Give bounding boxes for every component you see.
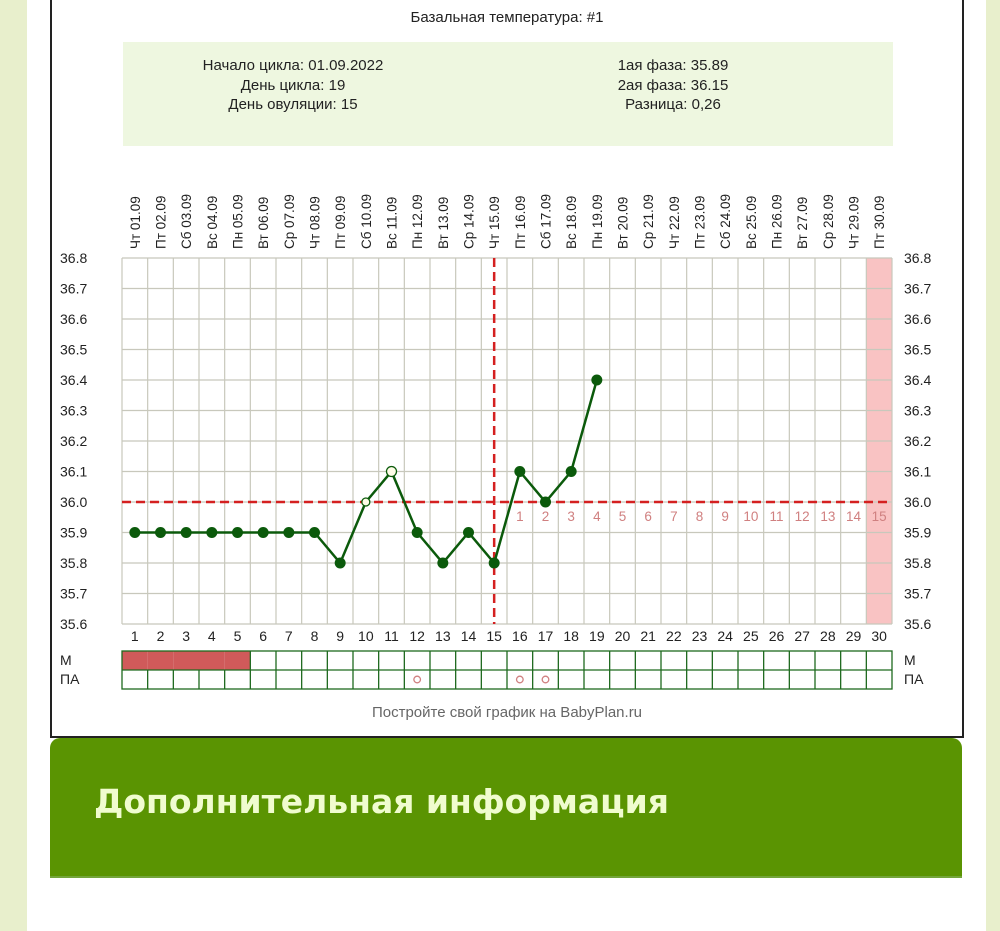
y-tick-right: 35.7 (904, 585, 932, 602)
y-tick-left: 36.4 (60, 372, 88, 388)
date-label: Пт 02.09 (153, 195, 169, 249)
date-label: Пт 09.09 (333, 195, 349, 249)
intercourse-marker (517, 676, 524, 683)
day-number: 27 (794, 628, 810, 644)
y-tick-right: 35.6 (904, 616, 932, 632)
date-label: Чт 08.09 (307, 196, 323, 249)
date-label: Сб 03.09 (179, 193, 195, 249)
y-tick-left: 36.7 (60, 280, 88, 297)
date-label: Вт 20.09 (615, 196, 631, 249)
day-number: 1 (130, 628, 139, 644)
ovulation-day: День овуляции: 15 (228, 96, 358, 113)
date-label: Вс 18.09 (564, 195, 580, 249)
day-number: 26 (768, 628, 785, 644)
y-tick-right: 36.2 (904, 433, 932, 449)
post-ovulation-day: 11 (769, 509, 784, 524)
post-ovulation-day: 13 (820, 509, 836, 524)
date-label: Сб 10.09 (358, 193, 374, 249)
m-row-label-left: М (60, 652, 72, 668)
menstruation-cell (173, 651, 199, 670)
date-label: Чт 15.09 (487, 196, 503, 249)
y-tick-left: 36.6 (60, 311, 88, 327)
y-tick-right: 36.6 (904, 311, 932, 327)
day-number: 29 (845, 628, 862, 644)
post-ovulation-day: 6 (644, 509, 652, 524)
pa-row-label-left: ПА (60, 671, 80, 687)
temperature-point[interactable] (412, 527, 423, 538)
day-number: 5 (233, 628, 242, 644)
y-tick-right: 36.4 (904, 372, 932, 388)
temperature-point[interactable] (181, 527, 192, 538)
temperature-point[interactable] (129, 527, 140, 538)
day-number: 30 (871, 628, 887, 644)
day-number: 11 (384, 628, 399, 644)
day-number: 24 (717, 628, 733, 644)
day-number: 25 (743, 628, 759, 644)
date-label: Ср 14.09 (461, 194, 477, 249)
menstruation-cell (199, 651, 225, 670)
date-label: Вс 04.09 (204, 195, 220, 249)
date-label: Вт 06.09 (256, 196, 272, 249)
date-label: Вт 27.09 (795, 196, 811, 249)
temperature-point[interactable] (566, 466, 577, 477)
y-tick-left: 36.1 (60, 463, 88, 480)
day-number: 17 (537, 628, 554, 644)
date-label: Сб 17.09 (538, 193, 554, 249)
intercourse-marker (542, 676, 549, 683)
date-label: Пт 23.09 (692, 195, 708, 249)
post-ovulation-day: 14 (845, 509, 862, 524)
y-tick-right: 36.3 (904, 402, 932, 419)
date-label: Чт 22.09 (666, 196, 682, 249)
day-number: 2 (156, 628, 165, 644)
y-tick-right: 35.9 (904, 524, 932, 541)
y-tick-right: 36.8 (904, 250, 932, 266)
temperature-point[interactable] (206, 527, 217, 538)
menstruation-cell (148, 651, 174, 670)
day-number: 22 (666, 628, 682, 644)
temperature-chart (52, 0, 962, 700)
temperature-point[interactable] (335, 558, 346, 569)
post-ovulation-day: 15 (871, 509, 887, 524)
temperature-point[interactable] (155, 527, 166, 538)
day-number: 20 (614, 628, 631, 644)
page-background-right (986, 0, 1000, 931)
footer-link[interactable]: Постройте свой график на BabyPlan.ru (371, 704, 643, 721)
temperature-point[interactable] (540, 497, 551, 508)
day-number: 6 (259, 628, 268, 644)
temperature-point[interactable] (283, 527, 294, 538)
day-number: 14 (460, 628, 477, 644)
pa-row-label-right: ПА (904, 671, 924, 687)
post-ovulation-day: 1 (516, 509, 524, 524)
date-label: Чт 29.09 (846, 196, 862, 249)
y-tick-left: 35.9 (60, 524, 88, 541)
date-label: Чт 01.09 (127, 196, 143, 249)
phase2-average: 2ая фаза: 36.15 (617, 76, 729, 94)
date-label: Пн 12.09 (410, 194, 426, 249)
temperature-point-excluded[interactable] (362, 498, 370, 506)
post-ovulation-day: 8 (695, 509, 704, 524)
date-label: Ср 28.09 (820, 194, 836, 249)
y-tick-left: 35.7 (60, 585, 88, 602)
temperature-point[interactable] (463, 527, 474, 538)
phase1-average: 1ая фаза: 35.89 (617, 57, 729, 74)
day-number: 23 (691, 628, 708, 644)
y-tick-right: 36.7 (904, 280, 932, 297)
y-tick-left: 36.3 (60, 402, 88, 419)
date-label: Сб 24.09 (718, 193, 734, 249)
day-number: 28 (820, 628, 836, 644)
date-label: Пн 19.09 (589, 194, 605, 249)
y-tick-left: 36.8 (60, 250, 88, 266)
y-tick-left: 36.2 (60, 433, 88, 449)
y-tick-right: 36.0 (904, 494, 932, 510)
y-tick-left: 36.5 (60, 341, 88, 358)
y-tick-right: 35.8 (904, 555, 932, 571)
menstruation-cell (225, 651, 251, 670)
post-ovulation-day: 5 (618, 509, 627, 524)
cycle-start: Начало цикла: 01.09.2022 (202, 57, 384, 74)
additional-info-banner (50, 738, 962, 878)
day-number: 8 (310, 628, 319, 644)
day-number: 4 (207, 628, 216, 644)
day-number: 19 (589, 628, 605, 644)
menstruation-cell (122, 651, 148, 670)
cycle-day: День цикла: 19 (240, 76, 346, 94)
day-number: 7 (284, 628, 293, 644)
date-label: Пт 30.09 (872, 195, 888, 249)
date-label: Вс 11.09 (384, 196, 400, 249)
temperature-point[interactable] (489, 558, 500, 569)
post-ovulation-day: 12 (794, 509, 810, 524)
temperature-point[interactable] (258, 527, 269, 538)
y-tick-left: 36.0 (60, 494, 88, 510)
temperature-point[interactable] (514, 466, 525, 477)
temperature-point[interactable] (591, 375, 602, 386)
bbt-chart-panel (50, 0, 964, 738)
day-number: 21 (640, 628, 656, 644)
intercourse-marker (414, 676, 421, 683)
day-number: 16 (512, 628, 528, 644)
post-ovulation-day: 4 (593, 509, 601, 524)
page-background-left (0, 0, 27, 931)
day-number: 15 (486, 628, 502, 644)
y-tick-left: 35.6 (60, 616, 88, 632)
post-ovulation-day: 3 (567, 509, 575, 524)
phase-difference: Разница: 0,26 (625, 96, 721, 113)
date-label: Пн 05.09 (230, 194, 246, 249)
temperature-point-excluded[interactable] (387, 467, 397, 477)
y-tick-right: 36.1 (904, 463, 932, 480)
day-number: 3 (182, 628, 191, 644)
date-label: Пн 26.09 (769, 194, 785, 249)
date-label: Ср 07.09 (281, 194, 297, 249)
chart-title: Базальная температура: #1 (410, 9, 604, 26)
day-number: 18 (563, 628, 579, 644)
day-number: 9 (336, 628, 345, 644)
temperature-point[interactable] (232, 527, 243, 538)
date-label: Вт 13.09 (435, 196, 451, 249)
y-tick-left: 35.8 (60, 555, 88, 571)
day-number: 13 (435, 628, 451, 644)
date-label: Вс 25.09 (743, 195, 759, 249)
post-ovulation-day: 2 (541, 509, 550, 524)
additional-info-title: Дополнительная информация (94, 782, 669, 821)
day-number: 12 (409, 628, 425, 644)
post-ovulation-day: 10 (743, 509, 759, 524)
date-label: Ср 21.09 (641, 194, 657, 249)
temperature-point[interactable] (309, 527, 320, 538)
post-ovulation-day: 9 (721, 509, 729, 524)
y-tick-right: 36.5 (904, 341, 932, 358)
date-label: Пт 16.09 (512, 195, 528, 249)
temperature-point[interactable] (437, 558, 448, 569)
post-ovulation-day: 7 (670, 509, 678, 524)
m-row-label-right: М (904, 652, 916, 668)
day-number: 10 (358, 628, 374, 644)
